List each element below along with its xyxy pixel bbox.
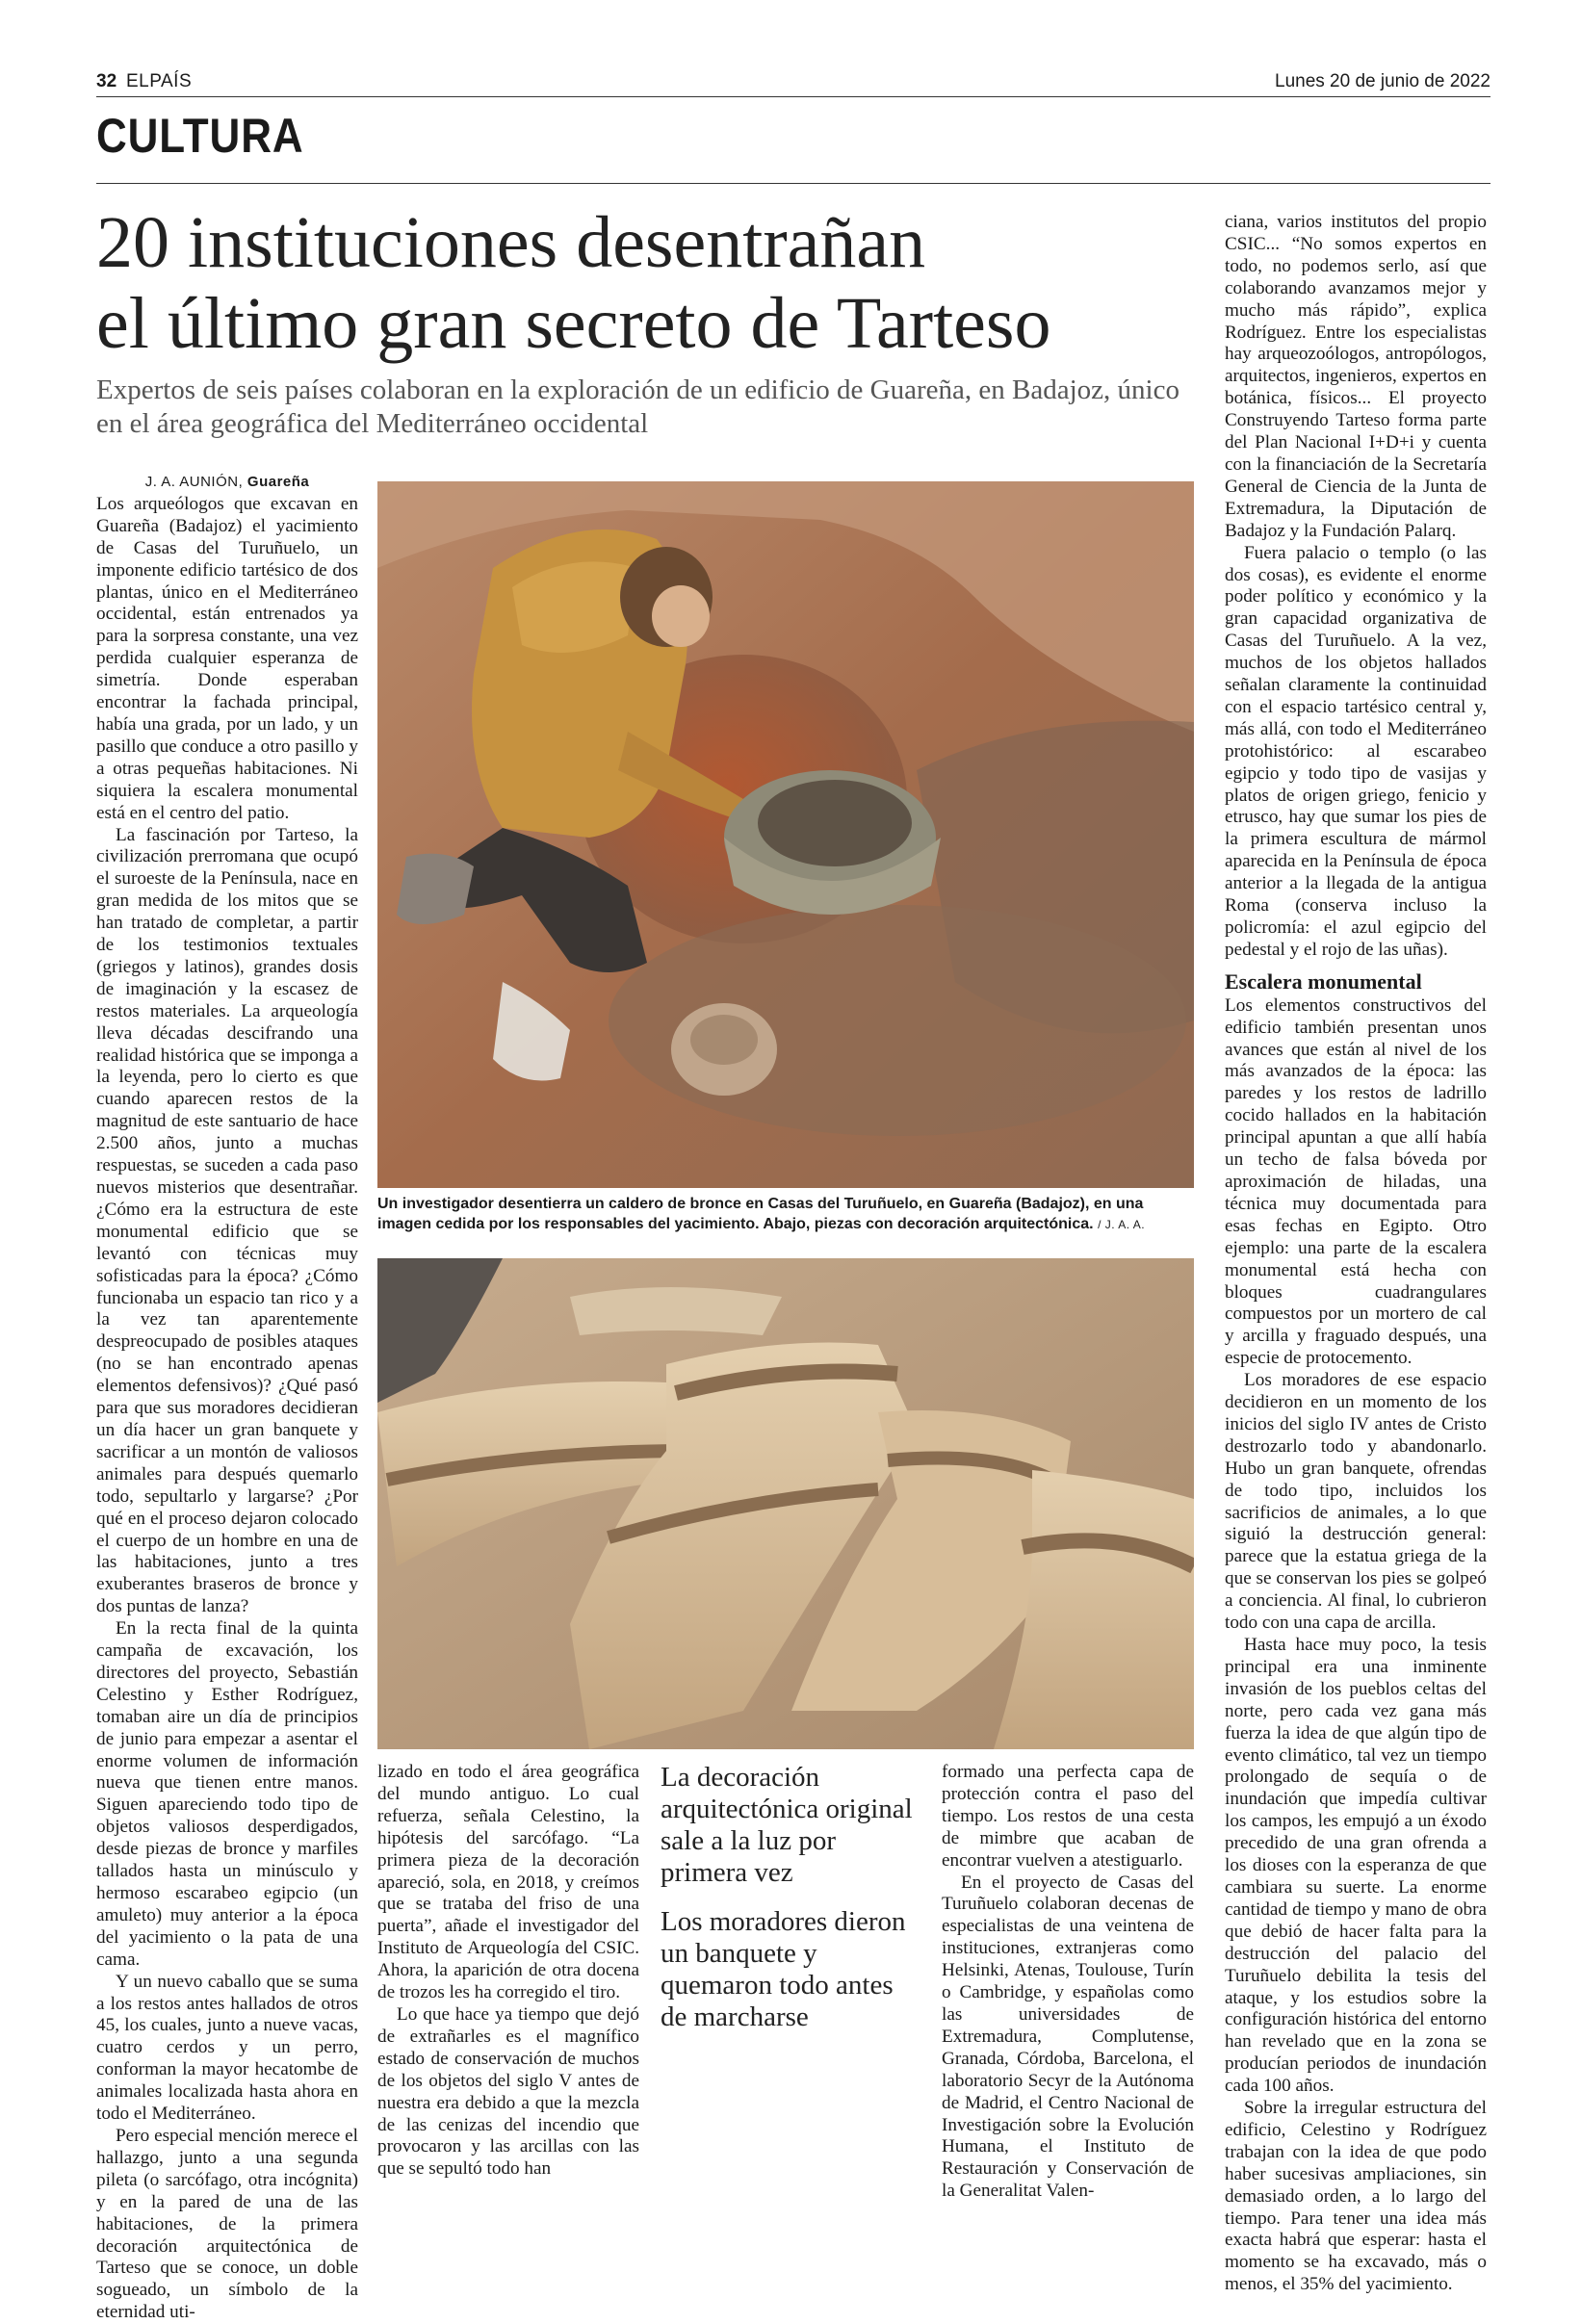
paragraph: Hasta hace muy poco, la tesis principal era una inminente invasión de los pueblos celtas del norte, pero cada vez gana más fuerza la idea de que algún tipo de evento climático, tal vez un tiempo prolongado de sequía o de inundación que impedía cultivar los campos, les empujó a un éxodo precedido de una gran ofrenda a los dioses con la esperanza de que cambiara su suerte. La enorme cantidad de tiempo y mano de obra que debió de hacer falta para la destrucción del palacio del Turuñuelo debilita la tesis del ataque, y los estudios sobre la configuración histórica del entorno han revelado que en la zona se producían periodos de inundación cada 100 años. [1225, 1635, 1487, 2097]
paragraph: Sobre la irregular estructura del edificio, Celestino y Rodríguez trabajan con la idea de que podo haber sucesivas ampliaciones, sin demasiado orden, a lo largo del tiempo. Para tener una idea más exacta habrá que esperar: hasta el momento se ha excavado, más o menos, el 35% del yacimiento. [1225, 2098, 1487, 2295]
headline-line-1: 20 instituciones desentrañan [96, 202, 926, 283]
article-column-4 [1225, 212, 1487, 2296]
paragraph: Pero especial mención merece el hallazgo, junto a una segunda pileta (o sarcófago, otra incógnita) y en la pared de una de las habitaciones, de la primera decoración arquitectónica de Tarteso que se conoce, un doble sogueado, un símbolo de la eternidad uti- [96, 2125, 358, 2323]
caption-credit: / J. A. A. [1098, 1218, 1146, 1231]
byline-place: Guareña [246, 474, 310, 490]
paragraph: ciana, varios institutos del propio CSIC... “No somos expertos en todo, no podemos serlo, así que colaborando avanzamos mejor y mucho más rápido”, explica Rodríguez. Entre los especialistas hay arqueozoólogos, antropólogos, arquitectos, ingenieros, expertos en botánica, físicos... El proyecto Construyendo Tarteso forma parte del Plan Nacional I+D+i y cuenta con la financiación de la Secretaría General de Ciencia de la Junta de Extremadura, la Diputación de Badajoz y la Fundación Palarq. [1225, 212, 1487, 541]
article-column-2 [377, 1762, 639, 2181]
pull-quote-2: Los moradores dieron un banquete y quemaron todo antes de marcharse [661, 1906, 906, 2032]
paragraph: En el proyecto de Casas del Turuñuelo colaboran decenas de especialistas de una veintena de instituciones, extranjeras como Helsinki, Atenas, Toulouse, Turín o Cambridge, y españolas como las universidades de Extremadura, Complutense, Granada, Córdoba, Barcelona, el laboratorio Secyr de la Autónoma de Madrid, el Centro Nacional de Investigación sobre la Evolución Humana, el Instituto de Restauración y Conservación de la Generalitat Valen- [942, 1872, 1194, 2202]
caption-text: Un investigador desentierra un caldero de bronce en Casas del Turuñuelo, en Guareña (Badajoz), en una imagen cedida por los responsables del yacimiento. Abajo, piezas con decoración arquitectónica. [377, 1196, 1144, 1232]
excavation-photo [377, 481, 1194, 1188]
byline-author: J. A. AUNIÓN, [144, 474, 244, 490]
headline [96, 202, 1204, 364]
excavation-photo-illustration [377, 481, 1194, 1188]
subsection-title: Escalera monumental [1225, 968, 1422, 994]
byline [96, 472, 358, 494]
photo-caption [377, 1194, 1194, 1235]
architectural-decoration-illustration [377, 1258, 1194, 1749]
headline-line-2: el último gran secreto de Tarteso [96, 283, 1051, 364]
paragraph: Los elementos constructivos del edificio también presentan unos avances que están al nivel de los más avanzados de la época: las paredes y los restos de ladrillo cocido hallados en la habitación principal apuntan a que allí había un techo de falsa bóveda por aproximación de hiladas, una técnica muy documentada para esas fechas en Egipto. Otro ejemplo: una parte de la escalera monumental está hecha con bloques cuadrangulares compuestos por un mortero de cal y arcilla y fraguado después, una especie de protocemento. [1225, 994, 1487, 1369]
issue-date: Lunes 20 de junio de 2022 [1275, 71, 1490, 91]
newspaper-name: ELPAÍS [126, 71, 193, 91]
paragraph: lizado en todo el área geográfica del mundo antiguo. Lo cual refuerza, señala Celestino, la hipótesis del sarcófago. “La primera pieza de la decoración apareció, sola, en 2018, y creímos que se trataba del friso de una puerta”, añade el investigador del Instituto de Arqueología del CSIC. Ahora, la aparición de otra docena de trozos les ha corregido el tiro. [377, 1762, 639, 2003]
architectural-decoration-photo [377, 1258, 1194, 1749]
page-header [96, 67, 1490, 97]
section-divider [96, 183, 1490, 184]
paragraph: Lo que hace ya tiempo que dejó de extrañarles es el magnífico estado de conservación de muchos de los objetos del siglo V antes de nuestra era debido a que la mezcla de las cenizas del incendio que provocaron y las arcillas con las que se sepultó todo han [377, 2003, 639, 2180]
page-number: 32 [96, 71, 117, 91]
article-column-3 [942, 1762, 1194, 2203]
pull-quote-1: La decoración arquitectónica original sale a la luz por primera vez [661, 1762, 913, 1888]
paragraph: formado una perfecta capa de protección contra el paso del tiempo. Los restos de una cesta de mimbre que acaban de encontrar vuelven a atestiguarlo. [942, 1762, 1194, 1871]
pull-quotes [661, 1762, 920, 2051]
article-column-1 [96, 472, 358, 2324]
paragraph: Los arqueólogos que excavan en Guareña (Badajoz) el yacimiento de Casas del Turuñuelo, un imponente edificio tartésico de dos plantas, único en el Mediterráneo occidental, están entrenados ya para la sorpresa constante, una vez perdida cualquier esperanza de simetría. Donde esperaban encontrar la fachada principal, había una grada, por un lado, y un pasillo que conduce a otro pasillo y a otras pequeñas habitaciones. Ni siquiera la escalera monumental está en el centro del patio. [96, 493, 358, 823]
section-title: CULTURA [96, 109, 304, 163]
subheadline: Expertos de seis países colaboran en la exploración de un edificio de Guareña, en Badajoz, único en el área geográfica del Mediterráneo occidental [96, 374, 1179, 439]
paragraph: Fuera palacio o templo (o las dos cosas), es evidente el enorme poder político y económico y la gran capacidad organizativa de Casas del Turuñuelo. A la vez, muchos de los objetos hallados señalan claramente la continuidad con el espacio tartésico central y, más allá, con todo el Mediterráneo protohistórico: al escarabeo egipcio y todo tipo de vasijas y platos de origen griego, fenicio y etrusco, hay que sumar los pies de la primera escultura de mármol aparecida en la Península de época anterior a la llegada de la antigua Roma (conserva incluso la policromía: el azul egipcio del pedestal y el rojo de las uñas). [1225, 542, 1487, 960]
paragraph: En la recta final de la quinta campaña de excavación, los directores del proyecto, Sebastián Celestino y Esther Rodríguez, tomaban aire un día de principios de junio para empezar a asentar el enorme volumen de información nueva que tienen entre manos. Siguen apareciendo todo tipo de objetos valiosos desperdigados, desde piezas de bronce y marfiles tallados hasta un minúsculo y hermoso escarabeo egipcio (un amuleto) muy anterior a la época del yacimiento o la pata de una cama. [96, 1618, 358, 1970]
paragraph: Y un nuevo caballo que se suma a los restos antes hallados de otros 45, los cuales, junto a nueve vacas, cuatro cerdos y un perro, conforman la mayor hecatombe de animales localizada hasta ahora en todo el Mediterráneo. [96, 1971, 358, 2125]
paragraph: La fascinación por Tarteso, la civilización prerromana que ocupó el suroeste de la Península, nace en gran medida de los mitos que se han tratado de completar, a partir de los testimonios textuales (griegos y latinos), grandes dosis de imaginación y la escasez de restos materiales. La arqueología lleva décadas descifrando una realidad histórica que se imponga a la leyenda, pero lo cierto es que cuando aparecen restos de la magnitud de este santuario de hace 2.500 años, junto a muchas respuestas, se suceden a cada paso nuevos misterios que desentrañar. ¿Cómo era la estructura de este monumental edificio que se levantó con técnicas muy sofisticadas para la época? ¿Cómo funcionaba un espacio tan rico y a la vez tan aparentemente despreocupado de posibles ataques (no se han encontrado apenas elementos defensivos)? ¿Qué pasó para que sus moradores decidieran un día hacer un gran banquete y sacrificar a un montón de valiosos animales para después quemarlo todo, sepultarlo y largarse? ¿Por qué en el proceso dejaron colocado el cuerpo de un hombre en una de las habitaciones, junto a tres exuberantes braseros de bronce y dos puntas de lanza? [96, 824, 358, 1617]
paragraph: Los moradores de ese espacio decidieron en un momento de los inicios del siglo IV antes de Cristo destrozarlo todo y abandonarlo. Hubo un gran banquete, ofrendas de todo tipo, incluidos los sacrificios de animales, a lo que siguió la destrucción general: parece que la estatua griega de la que se conservan los pies se golpeó a conciencia. Al final, lo cubrieron todo con una capa de arcilla. [1225, 1370, 1487, 1634]
